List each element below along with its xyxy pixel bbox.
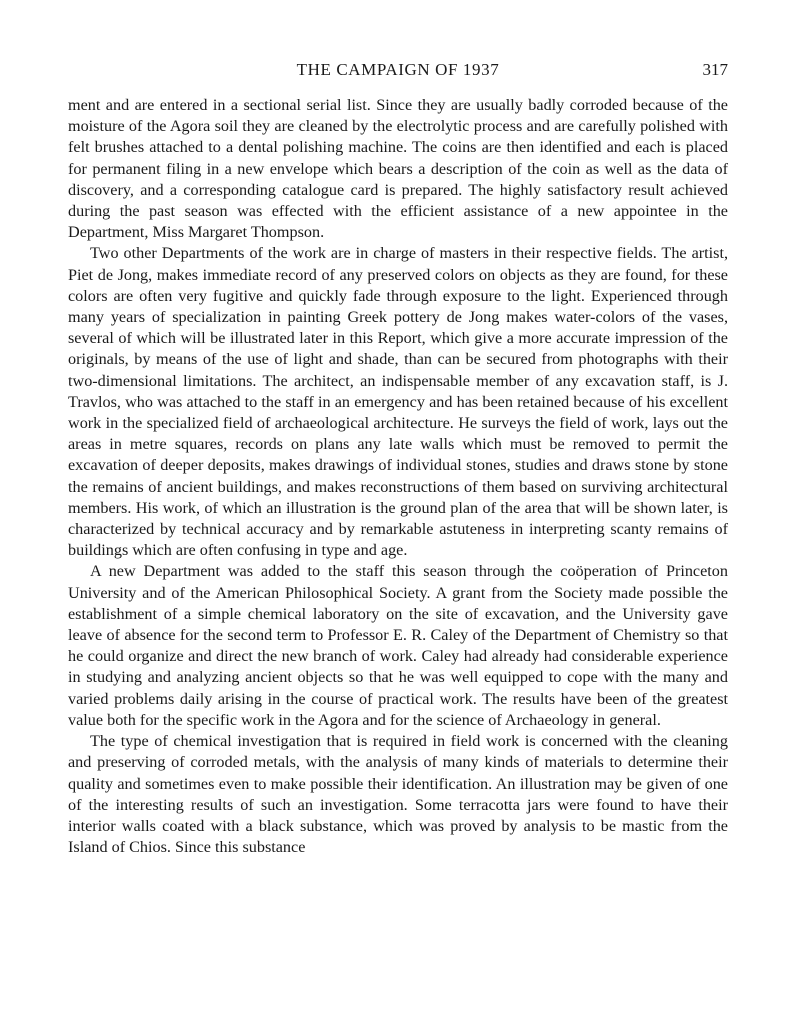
running-title: THE CAMPAIGN OF 1937	[296, 60, 500, 79]
paragraph-departments: Two other Departments of the work are in charge of masters in their respective fields. The artist, Piet de Jong, makes immediate record of any preserved colors on objects as they are found, for these colors are often very fugitive and quickly fade through exposure to the light. Experienced through many years of specialization in painting Greek pottery de Jong makes water-colors of the vases, several of which will be illustrated later in this Report, which give a more accurate impression of the originals, by means of the use of light and shade, than can be secured from photographs with their two-dimensional limitations. The architect, an indispensable member of any excavation staff, is J. Travlos, who was attached to the staff in an emergency and has been retained because of his excellent work in the specialized field of archaeological architecture. He surveys the field of work, lays out the areas in metre squares, records on plans any late walls which must be removed to permit the excavation of deeper deposits, makes drawings of individual stones, studies and draws stone by stone the remains of ancient buildings, and makes reconstructions of them based on surviving architectural members. His work, of which an illustration is the ground plan of the area that will be shown later, is characterized by technical accuracy and by remarkable astuteness in interpreting scanty remains of buildings which are often confusing in type and age.	[68, 244, 728, 560]
paragraph-continued: ment and are entered in a sectional serial list. Since they are usually badly corroded because of the moisture of the Agora soil they are cleaned by the electrolytic process and are carefully polished with felt brushes attached to a dental polishing machine. The coins are then identified and each is placed for permanent filing in a new envelope which bears a description of the coin as well as the data of discovery, and a corresponding catalogue card is prepared. The highly satisfactory result achieved during the past season was effected with the efficient assistance of a new appointee in the Department, Miss Margaret Thompson.	[68, 96, 728, 242]
body-text	[68, 95, 728, 858]
paragraph-chemical-investigation: The type of chemical investigation that is required in field work is concerned with the cleaning and preserving of corroded metals, with the analysis of many kinds of materials to determine their quality and sometimes even to make possible their identification. An illustration may be given of one of the interesting results of such an investigation. Some terracotta jars were found to have their interior walls coated with a black substance, which was proved by analysis to be mastic from the Island of Chios. Since this substance	[68, 732, 728, 857]
page-number: 317	[702, 60, 728, 79]
running-header	[68, 60, 728, 84]
paragraph-new-department: A new Department was added to the staff this season through the coöperation of Princeton University and of the American Philosophical Society. A grant from the Society made possible the establishment of a simple chemical laboratory on the site of excavation, and the University gave leave of absence for the second term to Professor E. R. Caley of the Department of Chemistry so that he could organize and direct the new branch of work. Caley had already had considerable experience in studying and analyzing ancient objects so that he was well equipped to cope with the many and varied problems daily arising in the course of practical work. The results have been of the greatest value both for the specific work in the Agora and for the science of Archaeology in general.	[68, 562, 728, 729]
